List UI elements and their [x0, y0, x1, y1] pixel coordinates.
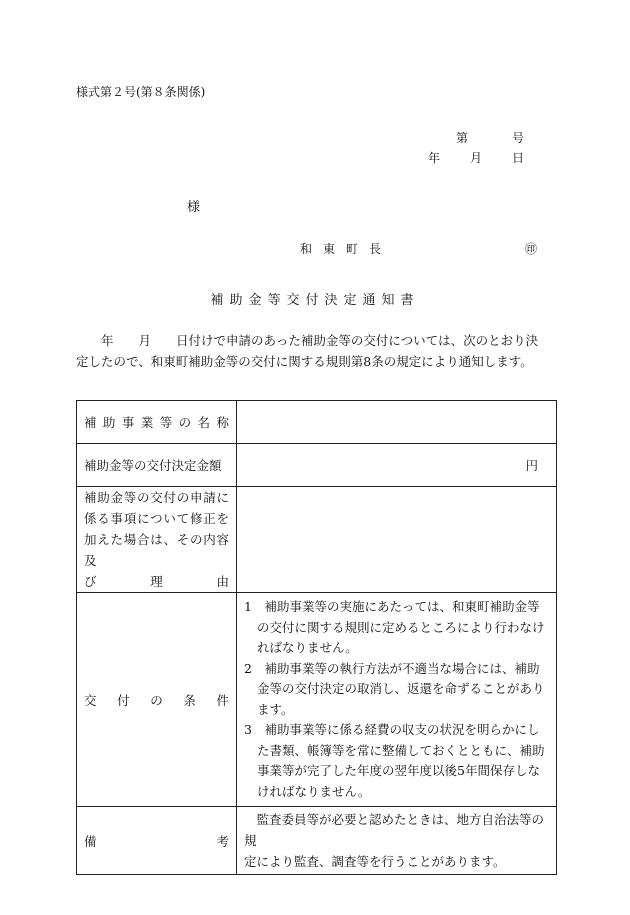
document-title: 補助金等交付決定通知書 — [210, 293, 420, 308]
modification-label-line: 補助金等の交付の申請に — [84, 490, 229, 505]
issue-date — [428, 149, 524, 166]
document-number — [456, 129, 524, 146]
modification-label-line: 加えた場合は、その内容及 — [84, 532, 229, 568]
conditions-label: 交付の条件 — [77, 593, 237, 807]
seal-mark: ㊞ — [525, 242, 538, 256]
issuer-name: 和東町長 — [300, 242, 393, 256]
date-day: 日 — [511, 151, 524, 165]
grant-amount-label: 補助金等の交付決定金額 — [77, 444, 237, 487]
modification-label-line: 係る事項について修正を — [84, 511, 229, 526]
table-row — [77, 444, 557, 487]
decision-table — [76, 400, 557, 875]
conditions-list — [237, 593, 557, 807]
date-month: 月 — [469, 151, 482, 165]
body-line-2: 定したので、和東町補助金等の交付に関する規則第8条の規定により通知します。 — [76, 354, 533, 369]
document-number-suffix: 号 — [511, 131, 524, 145]
condition-item: 1 補助事業等の実施にあたっては、和東町補助金等の交付に関する規則に定めるところにより行わなければなりません。 — [244, 599, 545, 655]
condition-item: 2 補助事業等の執行方法が不適当な場合には、補助金等の交付決定の取消し、返還を命ずることがあります。 — [244, 660, 545, 717]
condition-item: 3 補助事業等に係る経費の収支の状況を明らかにした書類、帳簿等を常に整備しておくとともに、補助事業等が完了した年度の翌年度以後5年間保存しなければなりません。 — [244, 722, 545, 799]
form-number: 様式第２号(第８条関係) — [76, 85, 206, 99]
grant-amount-unit: 円 — [237, 444, 557, 487]
remarks-note — [237, 807, 557, 875]
remarks-note-line: 定により監査、調査等を行うことがあります。 — [244, 854, 506, 869]
project-name-label: 補助事業等の名称 — [77, 401, 237, 444]
modification-label-line: び 理 由 — [84, 574, 229, 589]
body-line-1: 年 月 日付けで申請のあった補助金等の交付については、次のとおり決 — [76, 333, 539, 348]
body-paragraph — [76, 330, 556, 372]
modification-value — [237, 487, 557, 593]
table-row — [77, 487, 557, 593]
addressee-honorific: 様 — [187, 200, 201, 215]
table-row — [77, 401, 557, 444]
table-row — [77, 593, 557, 807]
table-row — [77, 807, 557, 875]
project-name-value — [237, 401, 557, 444]
document-number-prefix: 第 — [455, 131, 468, 145]
date-year: 年 — [427, 151, 440, 165]
remarks-note-line: 監査委員等が必要と認めたときは、地方自治法等の規 — [244, 812, 545, 848]
modification-label — [77, 487, 237, 593]
remarks-label: 備考 — [77, 807, 237, 875]
